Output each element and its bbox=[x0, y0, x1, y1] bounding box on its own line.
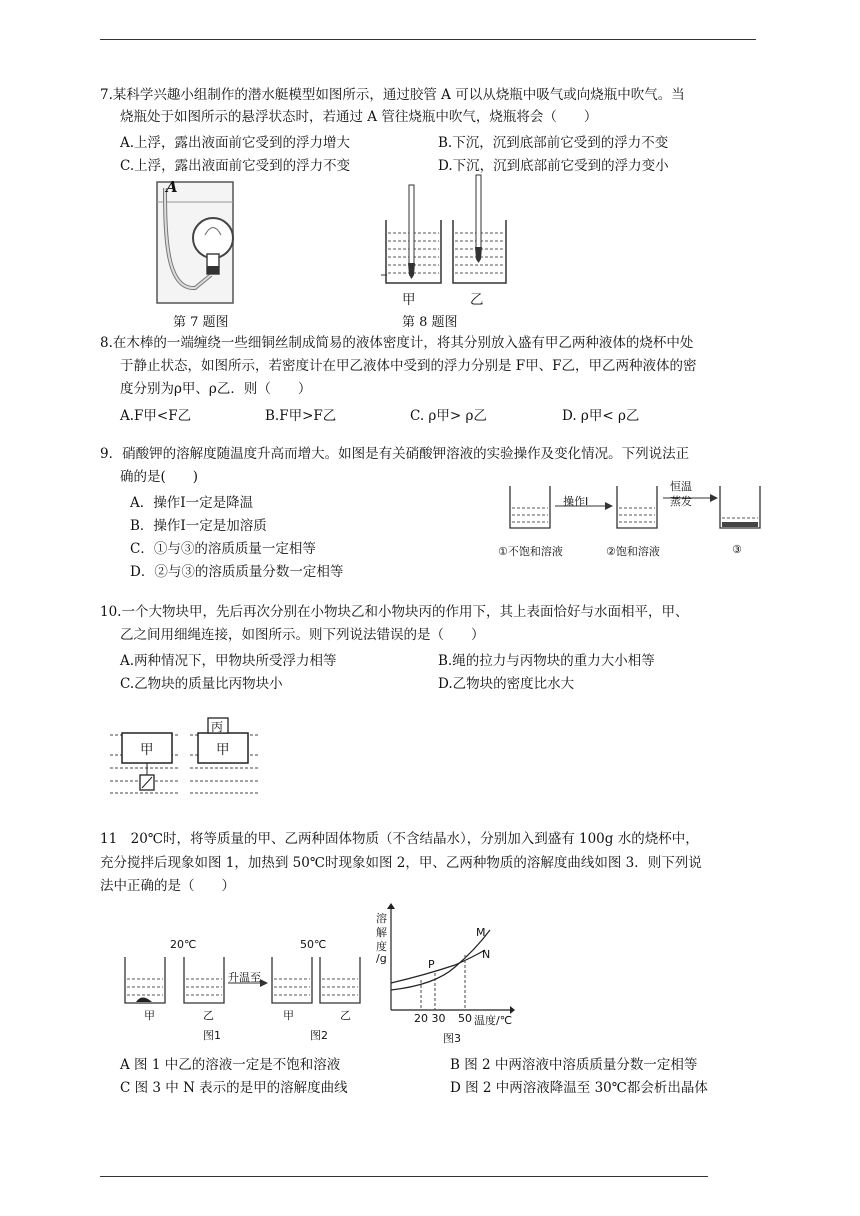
q7-stem-line2: 烧瓶处于如图所示的悬浮状态时，若通过 A 管往烧瓶中吹气，烧瓶将会（ ） bbox=[120, 109, 598, 125]
q11-fig1-caption: 图1 bbox=[203, 1029, 221, 1042]
q11-fig2-caption: 图2 bbox=[310, 1029, 328, 1042]
q9-beaker-2-label: ②饱和溶液 bbox=[606, 545, 660, 558]
q7-figure-label-a: A bbox=[166, 178, 178, 196]
q9-figure bbox=[505, 478, 765, 538]
q9-option-a[interactable]: A．操作Ⅰ一定是降温 bbox=[130, 495, 254, 511]
q11-xticks: 20 30 bbox=[414, 1012, 446, 1025]
q9-option-b[interactable]: B．操作Ⅰ一定是加溶质 bbox=[130, 518, 267, 534]
q10-option-c[interactable]: C.乙物块的质量比丙物块小 bbox=[120, 676, 283, 692]
q8-stem-line2: 于静止状态，如图所示，若密度计在甲乙液体中受到的浮力分别是 F甲、F乙，甲乙两种液体的密 bbox=[120, 358, 697, 374]
q10-option-d[interactable]: D.乙物块的密度比水大 bbox=[438, 676, 575, 692]
q11-stem-line1: 11 20℃时，将等质量的甲、乙两种固体物质（不含结晶水），分别加入到盛有 100g 水的烧杯中， bbox=[100, 831, 699, 847]
q10-figure bbox=[110, 715, 260, 805]
q11-point-p: P bbox=[428, 958, 435, 971]
q11-stem-line3: 法中正确的是（ ） bbox=[100, 878, 235, 894]
q9-stem-line2: 确的是( ) bbox=[120, 469, 199, 485]
q7-option-a[interactable]: A.上浮，露出液面前它受到的浮力增大 bbox=[120, 135, 351, 151]
q8-figure bbox=[381, 175, 511, 295]
q10-box-jia-2: 甲 bbox=[216, 742, 230, 758]
q11-option-a[interactable]: A 图 1 中乙的溶液一定是不饱和溶液 bbox=[120, 1057, 341, 1073]
q9-stem-line1: 9．硝酸钾的溶解度随温度升高而增大。如图是有关硝酸钾溶液的实验操作及变化情况。下列说法正 bbox=[100, 446, 690, 462]
q11-x50: 50 bbox=[458, 1012, 472, 1025]
q11-stem-line2: 充分搅拌后现象如图 1，加热到 50℃时现象如图 2，甲、乙两种物质的溶解度曲线如图 3．则下列说 bbox=[100, 855, 702, 871]
q11-fig3-caption: 图3 bbox=[443, 1032, 461, 1045]
q11-curve-n-label: N bbox=[482, 948, 491, 961]
q7-option-c[interactable]: C.上浮，露出液面前它受到的浮力不变 bbox=[120, 158, 351, 174]
q11-option-b[interactable]: B 图 2 中两溶液中溶质质量分数一定相等 bbox=[450, 1057, 698, 1073]
q9-beaker-1-label: ①不饱和溶液 bbox=[498, 545, 563, 558]
q11-curve-m bbox=[391, 930, 490, 990]
q11-ylabel-2: 解 bbox=[376, 926, 387, 939]
q9-operation-2-line2: 蒸发 bbox=[670, 495, 692, 508]
q7-option-d[interactable]: D.下沉，沉到底部前它受到的浮力变小 bbox=[438, 158, 669, 174]
q11-ylabel-1: 溶 bbox=[376, 912, 387, 925]
q11-temp-20: 20℃ bbox=[170, 938, 197, 951]
q11-ylabel-3: 度 bbox=[376, 940, 387, 953]
q9-operation-1: 操作Ⅰ bbox=[563, 495, 589, 508]
q8-stem-line1: 8.在木棒的一端缠绕一些细铜丝制成简易的液体密度计，将其分别放入盛有甲乙两种液体的烧杯中处 bbox=[100, 335, 694, 351]
q9-option-c[interactable]: C．①与③的溶质质量一定相等 bbox=[130, 541, 316, 557]
q10-box-jia-1: 甲 bbox=[140, 742, 154, 758]
q10-stem-line1: 10.一个大物块甲，先后再次分别在小物块乙和小物块丙的作用下，其上表面恰好与水面相平，甲、 bbox=[100, 604, 689, 620]
q8-label-jia: 甲 bbox=[402, 292, 416, 308]
q11-xlabel: 温度/℃ bbox=[474, 1014, 513, 1027]
q11-curve-m-label: M bbox=[476, 926, 486, 939]
q7-caption: 第 7 题图 bbox=[173, 315, 229, 330]
q8-option-c[interactable]: C. ρ甲> ρ乙 bbox=[410, 408, 487, 424]
q8-stem-line3: 度分别为ρ甲、ρ乙．则（ ） bbox=[120, 381, 312, 397]
q10-box-bing: 丙 bbox=[211, 720, 224, 734]
q7-option-b[interactable]: B.下沉，沉到底部前它受到的浮力不变 bbox=[438, 135, 669, 151]
bottom-rule bbox=[100, 1176, 708, 1177]
q11-fig3-chart bbox=[385, 905, 515, 1025]
q11-ylabel-4: /g bbox=[376, 952, 387, 965]
q11-f2-jia: 甲 bbox=[283, 1009, 294, 1022]
q8-label-yi: 乙 bbox=[470, 292, 484, 308]
q8-option-b[interactable]: B.F甲>F乙 bbox=[265, 408, 337, 424]
q11-f1-jia: 甲 bbox=[144, 1009, 155, 1022]
q11-option-c[interactable]: C 图 3 中 N 表示的是甲的溶解度曲线 bbox=[120, 1080, 348, 1096]
q9-option-d[interactable]: D．②与③的溶质质量分数一定相等 bbox=[130, 564, 344, 580]
top-rule bbox=[100, 39, 756, 40]
q7-stem-line1: 7.某科学兴趣小组制作的潜水艇模型如图所示，通过胶管 A 可以从烧瓶中吸气或向烧瓶中吹气。当 bbox=[100, 87, 685, 103]
q11-f2-yi: 乙 bbox=[340, 1009, 351, 1022]
q10-stem-line2: 乙之间用细绳连接，如图所示。则下列说法错误的是（ ） bbox=[120, 627, 485, 643]
q11-option-d[interactable]: D 图 2 中两溶液降温至 30℃都会析出晶体 bbox=[450, 1080, 708, 1096]
q8-option-d[interactable]: D. ρ甲< ρ乙 bbox=[562, 408, 640, 424]
q9-operation-2-line1: 恒温 bbox=[670, 480, 692, 493]
q9-beaker-3-label: ③ bbox=[732, 543, 742, 556]
q10-option-b[interactable]: B.绳的拉力与丙物块的重力大小相等 bbox=[438, 653, 655, 669]
q10-option-a[interactable]: A.两种情况下，甲物块所受浮力相等 bbox=[120, 653, 337, 669]
q8-option-a[interactable]: A.F甲<F乙 bbox=[120, 408, 192, 424]
q8-caption: 第 8 题图 bbox=[402, 315, 458, 330]
q11-temp-50: 50℃ bbox=[300, 938, 327, 951]
q11-heat-label: 升温至 bbox=[228, 971, 261, 984]
q7-figure bbox=[155, 180, 235, 305]
q11-f1-yi: 乙 bbox=[203, 1009, 214, 1022]
